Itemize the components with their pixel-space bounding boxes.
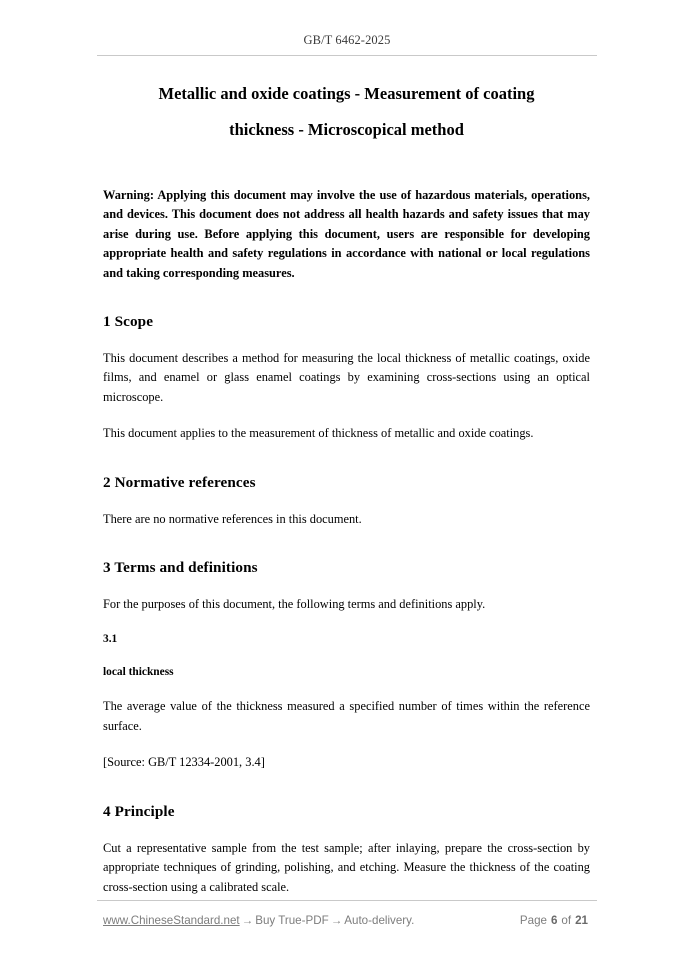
document-title [103,76,590,148]
document-title-line-1: Metallic and oxide coatings - Measurement of coating [158,84,535,103]
section-heading-scope: 1 Scope [103,313,154,331]
running-header-standard-number: GB/T 6462-2025 [303,33,391,47]
normative-references-paragraph-1: There are no normative references in this document. [103,511,362,526]
page-indicator [520,914,590,927]
arrow-right-icon-1: → [241,914,254,927]
scope-paragraph-1: This document describes a method for measuring the local thickness of metallic coatings, oxide films, and enamel or glass enamel coatings by examining cross-sections using an optical microscope. [103,351,590,404]
header-divider-rule [97,55,597,56]
footer-divider-rule [97,900,597,901]
arrow-right-icon-2: → [330,914,343,927]
scope-paragraph-2: This document applies to the measurement of thickness of metallic and oxide coatings. [103,426,534,441]
footer-promo-auto-delivery: Auto-delivery. [344,914,415,927]
term-source-reference: [Source: GB/T 12334-2001, 3.4] [103,755,265,770]
principle-paragraph-1: Cut a representative sample from the test sample; after inlaying, prepare the cross-section by appropriate techniques of grinding, polishing, and etching. Measure the thickness of the coating cross-section using a calibrated scale. [103,840,590,894]
terms-and-definitions-paragraph-1: For the purposes of this document, the following terms and definitions apply. [103,597,486,612]
of-label: of [561,914,572,927]
document-title-line-2: thickness - Microscopical method [229,120,464,139]
section-heading-terms-and-definitions: 3 Terms and definitions [103,559,258,577]
footer-promo-buy-true-pdf: Buy True-PDF [255,914,329,927]
document-content [103,76,590,897]
term-number: 3.1 [103,633,118,646]
term-definition: The average value of the thickness measured a specified number of times within the reference surface. [103,699,590,733]
page-footer [103,914,590,927]
page-label: Page [519,914,547,927]
total-page-count: 21 [575,914,588,927]
footer-promo-text [103,914,414,927]
term-name: local thickness [103,666,174,679]
current-page-number: 6 [550,914,558,927]
warning-paragraph: Warning: Applying this document may involve the use of hazardous materials, operations, and devices. This document does not address all health hazards and safety issues that may arise during use. Before applying this document, users are responsible for developing appropriate health and safety regulations in accordance with national or local regulations and taking corresponding measures. [103,188,590,280]
footer-website-link[interactable]: www.ChineseStandard.net [103,914,240,927]
section-heading-principle: 4 Principle [103,802,175,820]
section-heading-normative-references: 2 Normative references [103,473,256,491]
